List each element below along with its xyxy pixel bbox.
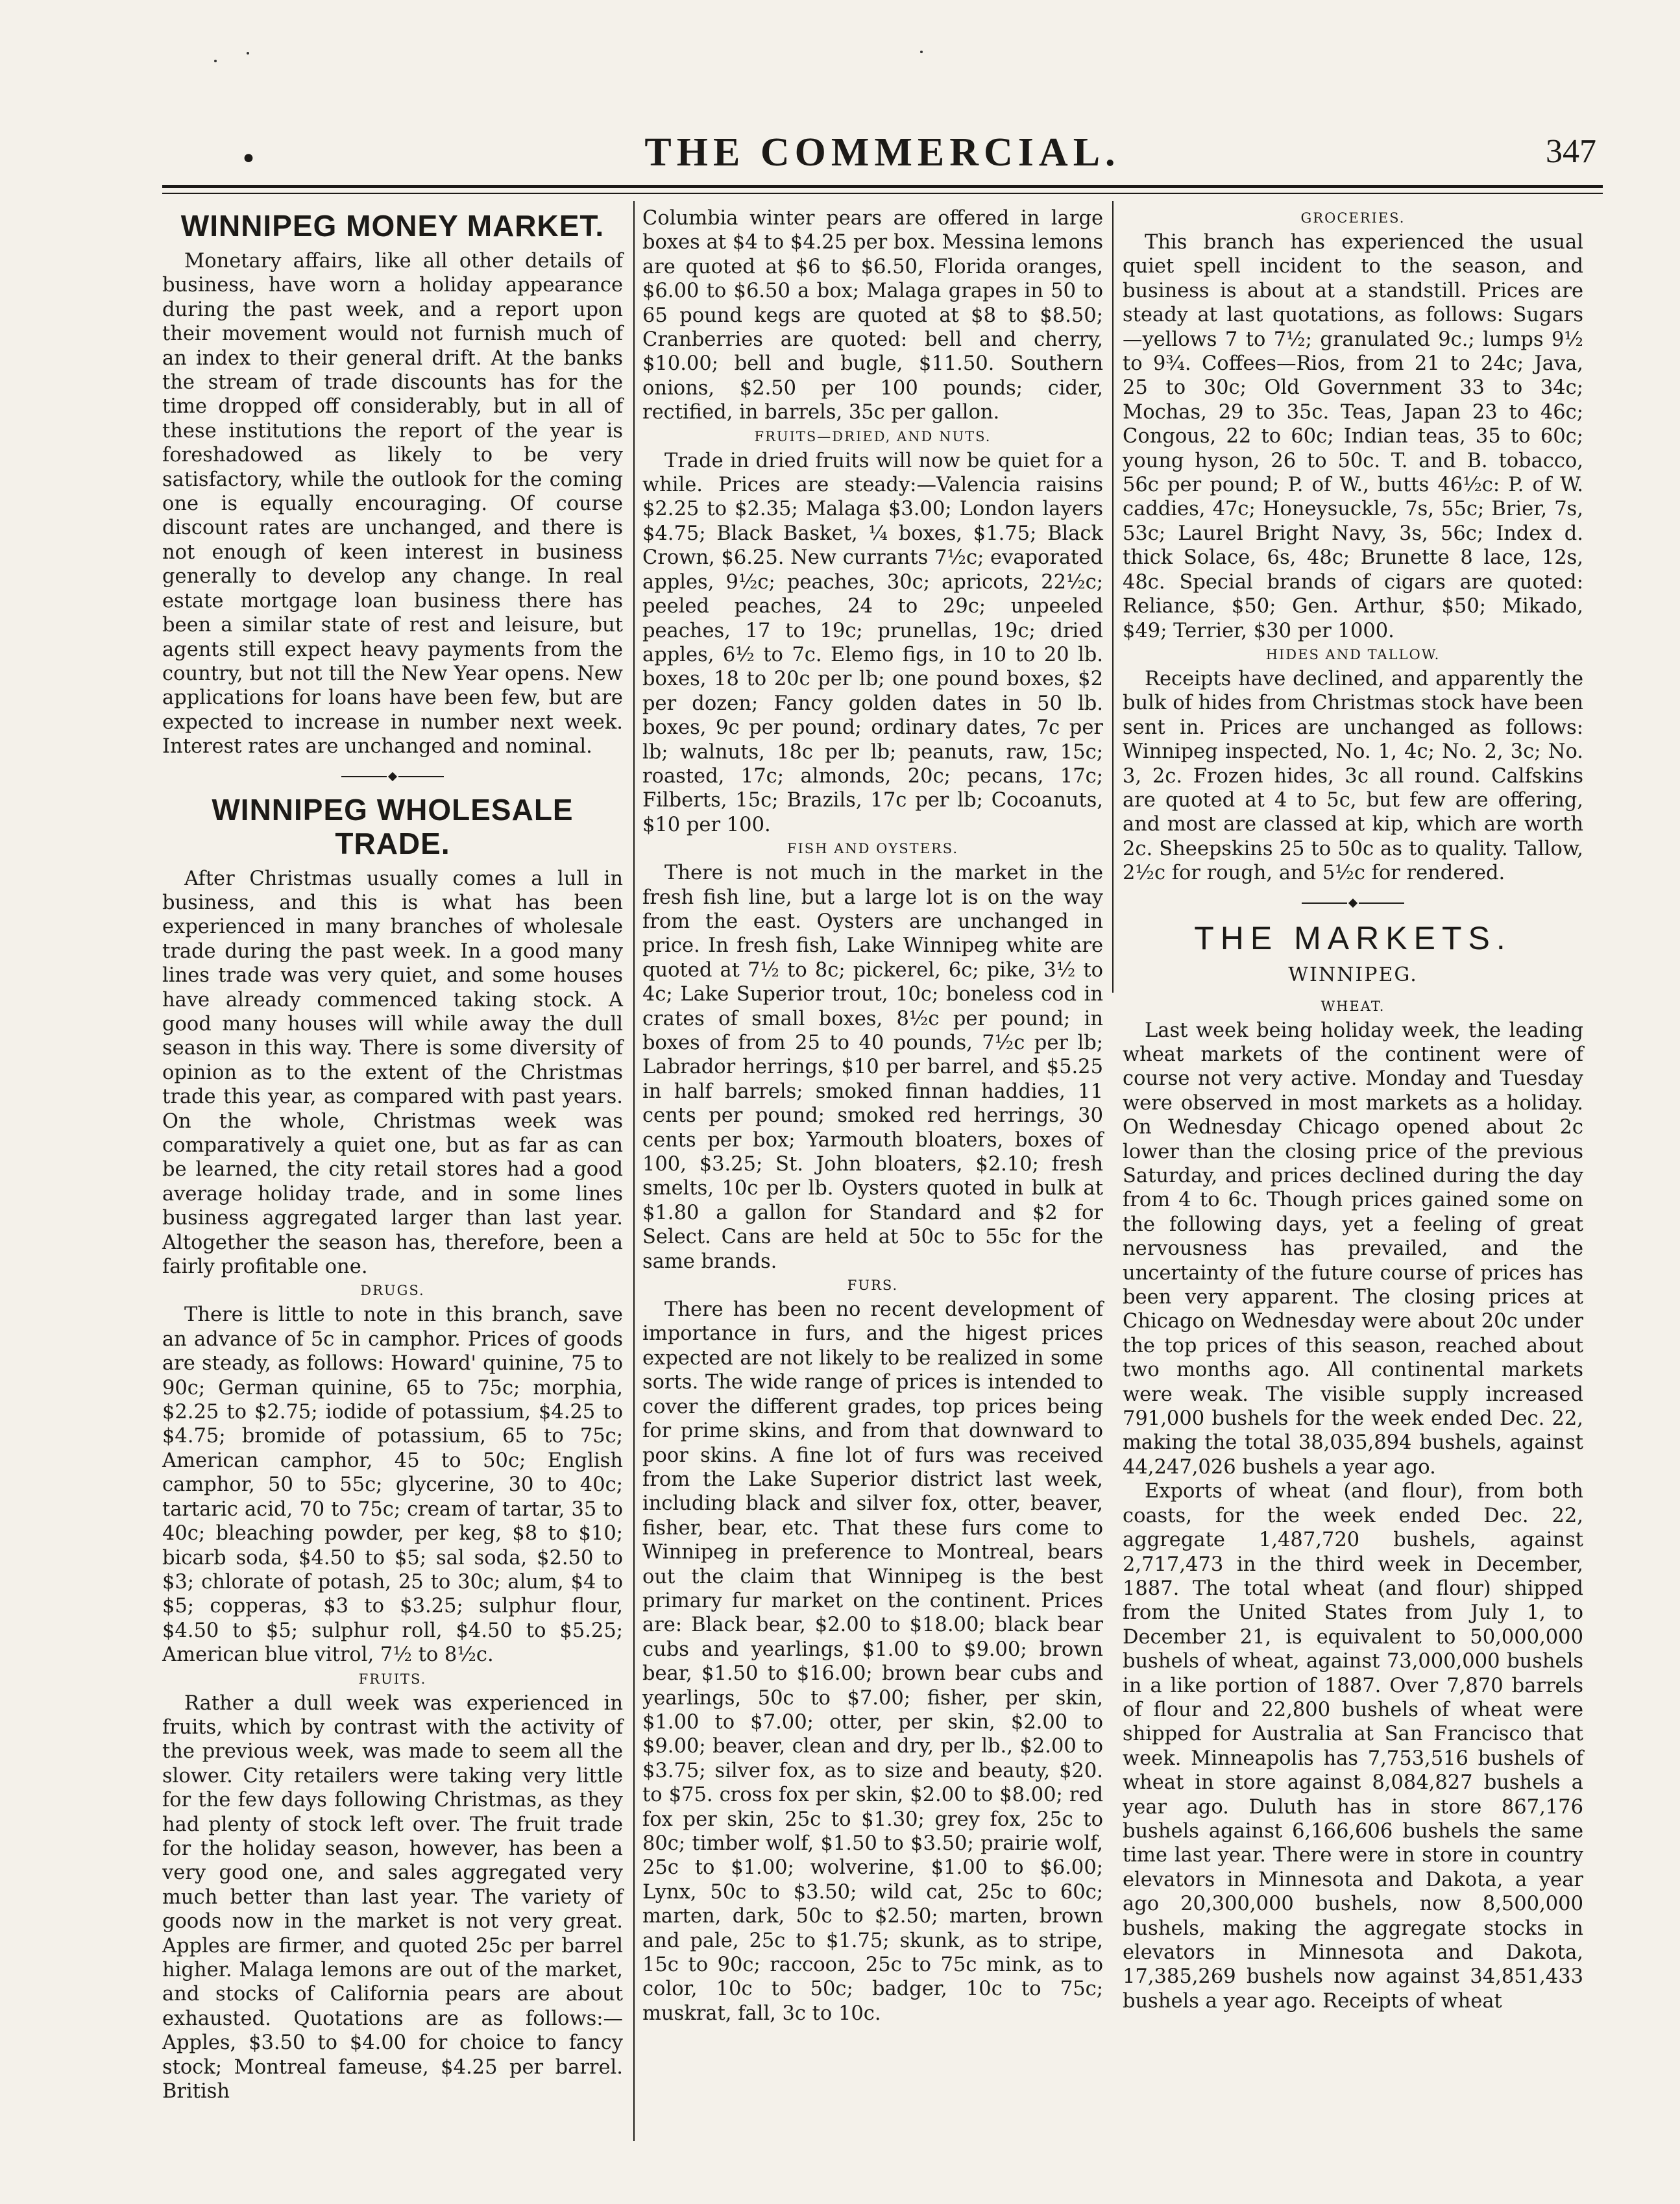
hides-subheading: HIDES AND TALLOW. xyxy=(1265,646,1441,662)
winnipeg-heading: WINNIPEG. xyxy=(1288,963,1418,986)
groceries-article: This branch has experienced the usual quiet spell incident to the season, and business is about at a standstill. Prices are steady at last quotations, as follows: Sugars—yellows 7 to 7½; granulated 9c.; lumps 9½ to 9¾. Coffees—Rios, from 21 to 24c; Java, 25 to 30c; Old Government 33 to 34c; Mochas, 29 to 35c. Teas, Japan 23 to 46c; Congous, 22 to 60c; Indian teas, 35 to 60c; young hyson, 26 to 50c. T. and B. tobacco, 56c per pound; P. of W., butts 46½c: P. of W. caddies, 47c; Honeysuckle, 7s, 55c; Brier, 7s, 53c; Laurel Bright Navy, 3s, 56c; Index d. thick Solace, 6s, 48c; Brunette 8 lace, 12s, 48c. Special brands of cigars are quoted: Reliance, $50; Gen. Arthur, $50; Mikado, $49; Terrier, $30 per 1000. xyxy=(1123,231,1583,642)
dried-fruits-subheading: FRUITS—DRIED, AND NUTS. xyxy=(754,428,992,444)
print-speck xyxy=(214,60,217,62)
fish-article: There is not much in the market in the fresh fish line, but a large lot is on the way from the east. Oysters are unchanged in price. In fresh fish, Lake Winnipeg white are quoted at 7½ to 8c; pickerel, 6c; pike, 3½ to 4c; Lake Superior trout, 10c; boneless cod in crates of small boxes, 8½c per pound; in boxes of from 25 to 40 pounds, 7½c per lb; Labrador herrings, $10 per barrel, and $5.25 in half barrels; smoked finnan haddies, 11 cents per pound; smoked red herrings, 30 cents per box; Yarmouth bloaters, boxes of 100, $3.25; St. John bloaters, $2.10; fresh smelts, 10c per lb. Oysters quoted in bulk at $1.80 a gallon for Standard and $2 for Select. Cans are held at 50c to 55c for the same brands. xyxy=(642,862,1103,1273)
groceries-subheading: GROCERIES. xyxy=(1300,210,1406,226)
masthead-bullet: • xyxy=(240,143,257,176)
drugs-subheading: DRUGS. xyxy=(360,1283,425,1299)
column-rule-2 xyxy=(1112,201,1114,993)
markets-heading: THE MARKETS. xyxy=(1194,919,1512,956)
print-speck xyxy=(247,52,249,54)
column-rule-1 xyxy=(633,201,635,2141)
wheat-article-1: Last week being holiday week, the leading wheat markets of the continent were of course not very active. Monday and Tuesday were observed in most markets as a holiday. On Wednesday Chicago opened about 2c lower than the closing price of the previous Saturday, and prices declined during the day from 4 to 6c. Though prices gained some on the following days, yet a feeling of great nervousness has prevailed, and the uncertainty of the future course of prices has been very apparent. The closing prices at Chicago on Wednesday were about 20c under the top prices of this season, reached about two months ago. All continental markets were weak. The visible supply increased 791,000 bushels for the week ended Dec. 22, making the total 38,035,894 bushels, against 44,247,026 bushels a year ago. xyxy=(1123,1019,1583,1479)
column-2 xyxy=(642,206,1103,2026)
masthead xyxy=(162,130,1603,175)
hides-article: Receipts have declined, and apparently the bulk of hides from Christmas stock have been sent in. Prices are unchanged as follows: Winnipeg inspected, No. 1, 4c; No. 2, 3c; No. 3, 2c. Frozen hides, 3c all round. Calfskins are quoted at 4 to 5c, but few are offering, and most are classed at kip, which are worth 2c. Sheepskins 25 to 50c as to quality. Tallow, 2½c for rough, and 5½c for rendered. xyxy=(1123,667,1583,885)
fruits-subheading: FRUITS. xyxy=(358,1671,427,1687)
column-1 xyxy=(162,206,623,2103)
drugs-article: There is little to note in this branch, save an advance of 5c in camphor. Prices of goods are steady, as follows: Howard' quinine, 75 to 90c; German quinine, 65 to 75c; morphia, $2.25 to $2.75; iodide of potassium, $4.25 to $4.75; bromide of potassium, 65 to 75c; American camphor, 45 to 50c; English camphor, 50 to 55c; glycerine, 30 to 40c; tartaric acid, 70 to 75c; cream of tartar, 35 to 40c; bleaching powder, per keg, $8 to $10; bicarb soda, $4.50 to $5; sal soda, $2.50 to $3; chlorate of potash, 25 to 30c; alum, $4 to $5; copperas, $3 to $3.25; sulphur flour, $4.50 to $5; sulphur roll, $4.50 to $5.25; American blue vitrol, 7½ to 8½c. xyxy=(162,1303,623,1667)
wholesale-trade-heading: WINNIPEG WHOLESALE TRADE. xyxy=(212,792,574,860)
money-market-article: Monetary affairs, like all other details of business, have worn a holiday appearance during the past week, and a report upon their movement would not furnish much of an index to their general drift. At the banks the stream of trade discounts has for the time dropped off considerably, but in all of these institutions the report of the year is foreshadowed as likely to be very satisfactory, while the outlook for the coming one is equally encouraging. Of course discount rates are unchanged, and there is not enough of keen interest in business generally to develop any change. In real estate mortgage loan business there has been a similar state of rest and leisure, but agents still expect heavy payments from the country, but not till the New Year opens. New applications for loans have been few, but are expected to increase in number next week. Interest rates are unchanged and nominal. xyxy=(162,250,623,758)
masthead-rule-thin xyxy=(162,193,1603,194)
wheat-subheading: WHEAT. xyxy=(1321,998,1385,1014)
fish-subheading: FISH AND OYSTERS. xyxy=(786,841,959,857)
furs-article: There has been no recent development of importance in furs, and the higest prices expected are not likely to be realized in some sorts. The wide range of prices is intended to cover the different grades, top prices being for prime skins, and from that downward to poor skins. A fine lot of furs was received from the Lake Superior district last week, including black and silver fox, otter, beaver, fisher, bear, etc. That these furs come to Winnipeg in preference to Montreal, bears out the claim that Winnipeg is the best primary fur market on the continent. Prices are: Black bear, $2.00 to $18.00; black bear cubs and yearlings, $1.00 to $9.00; brown bear, $1.50 to $16.00; brown bear cubs and yearlings, 50c to $7.00; fisher, per skin, $1.00 to $7.00; otter, per skin, $2.00 to $9.00; beaver, clean and dry, per lb., $2.00 to $3.75; silver fox, as to size and beauty, $20. to $75. cross fox per skin, $2.00 to $8.00; red fox per skin, 25c to $1.30; grey fox, 25c to 80c; timber wolf, $1.50 to $3.50; prairie wolf, 25c to $1.00; wolverine, $1.00 to $6.00; Lynx, 50c to $3.50; wild cat, 25c to 60c; marten, dark, 50c to $2.50; marten, brown and pale, 25c to $1.75; skunk, as to stripe, 15c to 90c; raccoon, 25c to 75c mink, as to color, 10c to 50c; badger, 10c to 75c; muskrat, fall, 3c to 10c. xyxy=(642,1298,1103,2025)
masthead-rule xyxy=(162,185,1603,188)
dried-fruits-article: Trade in dried fruits will now be quiet for a while. Prices are steady:—Valencia raisins $2.25 to $2.35; Malaga $3.00; London layers $4.75; Black Basket, ¼ boxes, $1.75; Black Crown, $6.25. New currants 7½c; evaporated apples, 9½c; peaches, 30c; apricots, 22½c; peeled peaches, 24 to 29c; unpeeled peaches, 17 to 19c; prunellas, 19c; dried apples, 6½ to 7c. Elemo figs, in 10 to 20 lb. boxes, 18 to 20c per lb; one pound boxes, $2 per dozen; Fancy golden dates in 50 lb. boxes, 9c per pound; ordinary dates, 7c per lb; walnuts, 18c per lb; peanuts, raw, 15c; roasted, 17c; almonds, 20c; pecans, 17c; Filberts, 15c; Brazils, 17c per lb; Cocoanuts, $10 per 100. xyxy=(642,449,1103,836)
money-market-heading: WINNIPEG MONEY MARKET. xyxy=(180,209,605,243)
masthead-title: THE COMMERCIAL. xyxy=(644,130,1121,175)
print-speck xyxy=(920,51,923,53)
column-3 xyxy=(1123,206,1583,2013)
wheat-article-2: Exports of wheat (and flour), from both coasts, for the week ended Dec. 22, aggregate 1,487,720 bushels, against 2,717,473 in the third week in December, 1887. The total wheat (and flour) shipped from the United States from July 1, to December 21, is equivalent to 50,000,000 bushels of wheat, against 73,000,000 bushels in a like portion of 1887. Over 7,870 barrels of flour and 22,800 bushels of wheat were shipped for Australia at San Francisco that week. Minneapolis has 7,753,516 bushels of wheat in store against 8,084,827 bushels a year ago. Duluth has in store 867,176 bushels against 6,166,606 bushels the same time last year. There were in store in country elevators in Minnesota and Dakota, a year ago 20,300,000 bushels, now 8,500,000 bushels, making the aggregate stocks in elevators in Minnesota and Dakota, 17,385,269 bushels now against 34,851,433 bushels a year ago. Receipts of wheat xyxy=(1123,1480,1583,2013)
fruits-continued-article: Columbia winter pears are offered in large boxes at $4 to $4.25 per box. Messina lemons are quoted at $6 to $6.50, Florida oranges, $6.00 to $6.50 a box; Malaga grapes in 50 to 65 pound kegs are quoted at $8 to $8.50; Cranberries are quoted: bell and cherry, $10.00; bell and bugle, $11.50. Southern onions, $2.50 per 100 pounds; cider, rectified, in barrels, 35c per gallon. xyxy=(642,207,1103,424)
wholesale-trade-article: After Christmas usually comes a lull in business, and this is what has been experienced in many branches of wholesale trade during the past week. In a good many lines trade was very quiet, and some houses have already commenced taking stock. A good many houses will while away the dull season in this way. There is some diversity of opinion as to the extent of the Christmas trade this year, as compared with past years. On the whole, Christmas week was comparatively a quiet one, but as far as can be learned, the city retail stores had a good average holiday trade, and in some lines business aggregated larger than last year. Altogether the season has, therefore, been a fairly profitable one. xyxy=(162,867,623,1279)
section-divider xyxy=(162,763,623,789)
section-divider xyxy=(1123,890,1583,915)
fruits-article: Rather a dull week was experienced in fruits, which by contrast with the activity of the previous week, was made to seem all the slower. City retailers were taking very little for the few days following Christmas, as they had plenty of stock left over. The fruit trade for the holiday season, however, has been a very good one, and sales aggregated very much better than last year. The variety of goods now in the market is not very great. Apples are firmer, and quoted 25c per barrel higher. Malaga lemons are out of the market, and stocks of California pears are about exhausted. Quotations are as follows:—Apples, $3.50 to $4.00 for choice to fancy stock; Montreal fameuse, $4.25 per barrel. British xyxy=(162,1691,623,2103)
page-number: 347 xyxy=(1546,133,1596,170)
furs-subheading: FURS. xyxy=(847,1278,899,1294)
